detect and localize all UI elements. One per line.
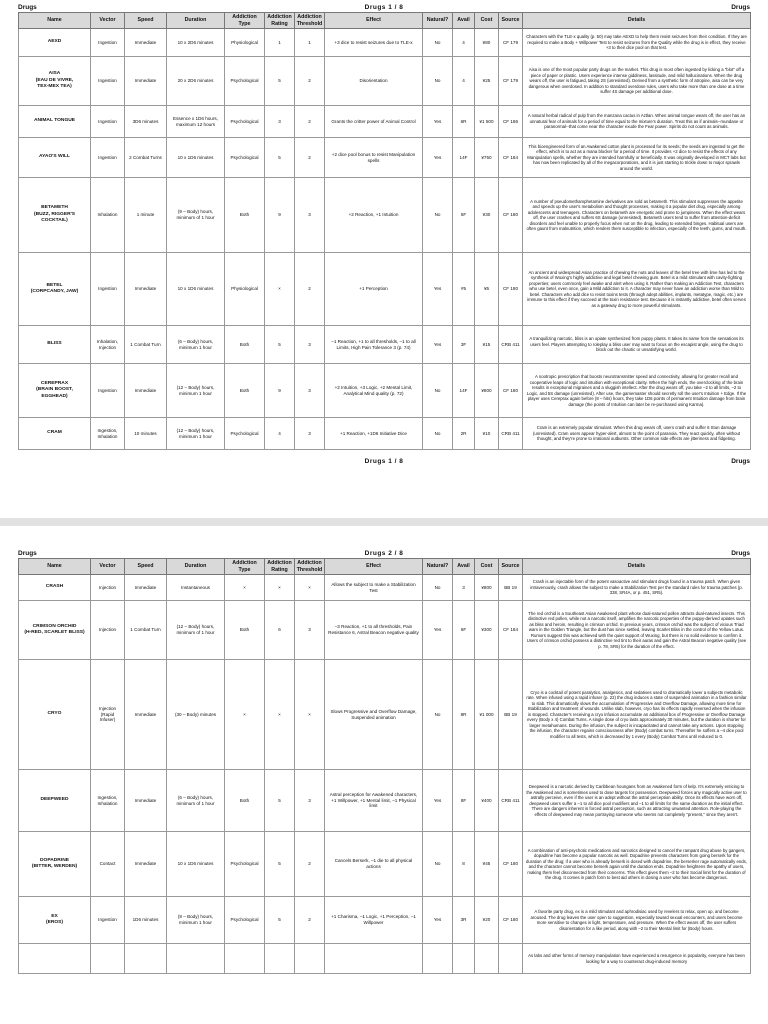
addiction-threshold-cell — [295, 944, 325, 974]
duration-cell: 10 x 2D6 minutes — [167, 29, 225, 57]
speed-cell: Immediate — [125, 364, 167, 418]
addiction-type-cell: Psychological — [225, 57, 265, 106]
name-cell: DEEPWEED — [19, 770, 91, 832]
table-row — [19, 944, 751, 974]
page-header — [0, 546, 768, 558]
addiction-type-cell: Both — [225, 178, 265, 253]
addiction-type-cell: Psychological — [225, 832, 265, 897]
addiction-rating-cell: 5 — [265, 326, 295, 364]
table-row — [19, 364, 751, 418]
avail-cell: 2R — [453, 418, 475, 450]
addiction-type-cell: Both — [225, 601, 265, 660]
avail-cell: 3R — [453, 897, 475, 944]
vector-cell: Inhalation — [91, 178, 125, 253]
natural-cell: Yes — [423, 326, 453, 364]
page-header — [0, 0, 768, 12]
addiction-type-cell: × — [225, 660, 265, 770]
speed-cell: 2 Combat Turns — [125, 138, 167, 178]
avail-cell: 8 — [453, 832, 475, 897]
page-separator — [0, 518, 768, 526]
speed-cell: 10 minutes — [125, 418, 167, 450]
column-header-addiction-rating: Addiction Rating — [265, 559, 295, 575]
addiction-rating-cell: 9 — [265, 364, 295, 418]
header-center: Drugs 1 / 8 — [364, 4, 404, 11]
addiction-rating-cell: 5 — [265, 57, 295, 106]
cost-cell: ¥800 — [475, 575, 499, 601]
vector-cell: Injection — [91, 575, 125, 601]
speed-cell: 1 Combat Turn — [125, 601, 167, 660]
addiction-threshold-cell: 2 — [295, 57, 325, 106]
header-right: Drugs — [731, 550, 750, 557]
duration-cell: Essence x 1D6 hours, maximum 12 hours — [167, 106, 225, 138]
source-cell: CF 180 — [499, 832, 523, 897]
effect-cell: +3 dice to resist seizures due to TLE-x — [325, 29, 423, 57]
vector-cell: Contact — [91, 832, 125, 897]
avail-cell: 4 — [453, 29, 475, 57]
addiction-threshold-cell: 2 — [295, 832, 325, 897]
duration-cell: 10 x 1D6 minutes — [167, 832, 225, 897]
source-cell: CF 180 — [499, 897, 523, 944]
duration-cell: 20 x 2D6 minutes — [167, 57, 225, 106]
duration-cell: (8 – Body) hours, minimum 1 hour — [167, 897, 225, 944]
source-cell: CF 180 — [499, 253, 523, 326]
addiction-rating-cell: 5 — [265, 897, 295, 944]
vector-cell: Ingestion — [91, 253, 125, 326]
addiction-rating-cell: × — [265, 253, 295, 326]
column-header-name: Name — [19, 559, 91, 575]
addiction-rating-cell: 5 — [265, 832, 295, 897]
natural-cell: Yes — [423, 138, 453, 178]
table-row — [19, 326, 751, 364]
duration-cell — [167, 944, 225, 974]
natural-cell: No — [423, 178, 453, 253]
column-header-name: Name — [19, 13, 91, 29]
details-cell: Deepweed is a narcotic derived by Caribbean houngans from an Awakened form of kelp. It's extremely enticing to the Awakened and is sometimes used to dose targets for possession. Deepweed forces any magically active user to astrally perceive, even if the user is an adept without the astral perception ability. Once its effects have worn off, deepweed users suffer a –1 to all dice pool modifiers and –1 to all limits for the same duration as the initial effect. There are dangers inherent in forced astral perception, such as attracting unwanted attention. Role-playing the effects of deepweed may mean portraying someone who seems not completely "present," since they aren't. — [523, 770, 751, 832]
source-cell: CF 184 — [499, 601, 523, 660]
table-row — [19, 57, 751, 106]
details-cell: Cryo is a cocktail of potent paralytics, analgesics, and sedatives used to dramatically lower a subjects metabolic rate. When infused using a rapid infuser (p. 22) the drug induces a state of suspended animation in a fashion similar to slab. This dramatically slows the accumulation of Progressive and Overflow Damage, allowing more time for Stabilization and treatment of wounds. Unlike slab, however, cryo has its effects rapidly reversed when the infusion is stopped. Character's receiving a cryo infusion accumulate an additional box of Progressive or Overflow Damage every (Body x 4) Combat Turns. A single dose of cryo lasts approximately 30 minutes, but the duration is shorter for larger metahumans. During the infusion, the subject is incapacitated and cannot take any actions. Upon stopping the infusion, the character regains consciousness after (Body) combat turns. Thereafter he suffers a –4 dice pool modifier to all tests, which is decreased by 1 every (Body) Combat Turns until reduced to 0. — [523, 660, 751, 770]
effect-cell: +2 Reaction, +1 Intuition — [325, 178, 423, 253]
source-cell: CF 184 — [499, 138, 523, 178]
details-cell: A nootropic prescription that boosts neurotransmitter speed and connectivity, allowing for greater recall and cooperative leaps of logic and intuition with exceptional clarity. When the high ends, the overclocking of the brain results in exceptional migraines and a sluggish intellect. After the drug wears off, you take –2 to all limits, –2 to Logic, and 5S damage (unresisted). After use, the gamemaster should secretly roll the user's Intuition + Edge. If the player uses Cereprax again before (8 – hits) hours, they take 1D6 points of permanent Intuition damage from brain damage (the points of Intuition can later be re-purchased using Karma). — [523, 364, 751, 418]
effect-cell: –1 Reaction, +1 to all thresholds, –1 to all Limits, High Pain Tolerance 3 (p. 74) — [325, 326, 423, 364]
name-cell: CRAM — [19, 418, 91, 450]
details-cell: Crash is an injectable form of the potent vasoactive and stimulant drugs found in a trauma patch. When given intravenously, crash allows the subject to make a Stabilization Test per the standard rules for trauma patches (p. 338, SR4A, or p. 451, SR5). — [523, 575, 751, 601]
document-page-2 — [0, 526, 768, 1024]
table-row — [19, 897, 751, 944]
duration-cell: (30 – Body) minutes — [167, 660, 225, 770]
details-cell: This bioengineered form of an Awakened cotton plant is processed for its seeds; the seeds are ingested to get the effect, which is to act as a mana blocker for a period of time. It provides +2 dice to resist the effects of any Manipulation spells, whether they are intended harmfully or beneficially. It was originally developed in MCT labs but has now been replicated by all of the megacorporations, and it is just starting to trickle down to major sprawls around the world. — [523, 138, 751, 178]
vector-cell: Ingestion — [91, 29, 125, 57]
column-header-effect: Effect — [325, 13, 423, 29]
addiction-rating-cell: 1 — [265, 29, 295, 57]
effect-cell: Cancels Berserk, –1 die to all physical actions — [325, 832, 423, 897]
natural-cell: No — [423, 29, 453, 57]
details-cell: An ancient and widespread Asian practice of chewing the nuts and leaves of the betel tree with lime has led to the synthesis of Wuxing's highly addictive and legal betel chewing gum. Betel is a mild stimulant with cavity-fighting properties; users commonly feel awake and alert when using it. Rather than making an Addiction Test, characters who use betel, even once, gain a Mild addiction to it. A character may never have an addiction worse than Mild to betel. Characters who add dice to resist toxins tests (through adept abilities, implants, metatype, magic, etc.) are immune to this effect if they succeed at the toxin resistance test. Because it is instantly addictive, betel often serves as a gateway drug to more powerful stimulants. — [523, 253, 751, 326]
name-cell: BLISS — [19, 326, 91, 364]
column-header-addiction-type: Addiction Type — [225, 13, 265, 29]
addiction-type-cell: Both — [225, 326, 265, 364]
cost-cell: ¥10 — [475, 418, 499, 450]
source-cell: CF 180 — [499, 178, 523, 253]
effect-cell: +2 dice pool bonus to resist Manipulation spells — [325, 138, 423, 178]
column-header-source: Source — [499, 559, 523, 575]
column-header-cost: Cost — [475, 13, 499, 29]
table-row — [19, 601, 751, 660]
addiction-threshold-cell: 2 — [295, 253, 325, 326]
name-cell: CEREPRAX (BRAIN BOOST, EGGHEAD) — [19, 364, 91, 418]
table-row — [19, 832, 751, 897]
avail-cell: 8F — [453, 770, 475, 832]
speed-cell: 1D6 minutes — [125, 897, 167, 944]
speed-cell: Immediate — [125, 832, 167, 897]
name-cell: AEXD — [19, 29, 91, 57]
duration-cell: (12 – Body) hours, minimum 1 hour — [167, 364, 225, 418]
column-header-avail: Avail — [453, 559, 475, 575]
name-cell: CRIMSON ORCHID (H-RED, SCARLET BLISS) — [19, 601, 91, 660]
addiction-type-cell: Both — [225, 770, 265, 832]
speed-cell: 1 Combat Turn — [125, 326, 167, 364]
speed-cell: Immediate — [125, 575, 167, 601]
source-cell: CF 179 — [499, 29, 523, 57]
cost-cell: ¥5 — [475, 253, 499, 326]
natural-cell: No — [423, 418, 453, 450]
cost-cell: ¥15 — [475, 326, 499, 364]
table-row — [19, 29, 751, 57]
footer-center: Drugs 1 / 8 — [364, 458, 404, 465]
vector-cell: Ingestion, Inhalation — [91, 418, 125, 450]
addiction-type-cell: × — [225, 575, 265, 601]
speed-cell: Immediate — [125, 770, 167, 832]
table-header-row — [19, 13, 751, 29]
table-row — [19, 575, 751, 601]
avail-cell: 6F — [453, 601, 475, 660]
source-cell: CF 179 — [499, 57, 523, 106]
cost-cell: ¥25 — [475, 57, 499, 106]
table-row — [19, 660, 751, 770]
details-cell: The red orchid is a Southeast Asian Awakened plant whose dual-natured pollen attracts dual-natured insects. This distinctive red pollen, while not a narcotic itself, amplifies the narcotic properties of the poppy-derived opiates such as bliss and heroin, resulting in crimson orchid. In previous years, crimson orchid was the subject of vicious Triad wars in the Golden Triangle, but the dust has since settled, leaving Scarlet Bliss in the control of the Yellow Lotus. Rumors suggest this was achieved with the quiet support of Wuxing, but there is no solid evidence to confirm it. Users of crimson orchid possess a distinctive red tint to their auras and gain the Astral Beacon negative quality (see p. 78, SR5) for the duration of the effect. — [523, 601, 751, 660]
details-cell: A number of pseudomethamphetamine derivatives are sold as betameth. This stimulant suppresses the appetite and speeds up the user's metabolism and thought processes, making it a popular diet drug, especially among adolescents and teenagers. Characters on betameth are energetic and prone to jumpiness. When the effect wears off, the user crashes and suffers 6S damage (unresisted). Betameth users tend to suffer from attention-deficit disorders and feel unable to properly focus when not on the drug, leading to extended binges. Habitual users are often gaunt from malnutrition, which renders them susceptible to infection, especially of the teeth, gums, and mouth. — [523, 178, 751, 253]
name-cell: AYAO'S WILL — [19, 138, 91, 178]
effect-cell: Astral perception for Awakened characters, +1 Willpower, +1 Mental limit, –1 Physical limit — [325, 770, 423, 832]
name-cell: CRASH — [19, 575, 91, 601]
duration-cell: (9 – Body) hours, minimum of 1 hour — [167, 178, 225, 253]
column-header-addiction-threshold: Addiction Threshold — [295, 559, 325, 575]
addiction-threshold-cell: 3 — [295, 364, 325, 418]
details-cell: A combination of anti-psychotic medications and narcotics designed to cancel the rampant drug abuse by gangers, dopadrine has become a popular narcotic as well. Dopadrine prevents characters from going berserk for the duration of the drug; if a user who is already berserk is dosed with dopadrine, the berserker rage automatically ends, and the character cannot become berserk again until the duration ends. Dopadrine heightens the apathy of users, making them feel disconnected from their concerns. This effect gives them –2 to their Social limit for the duration of the drug. It comes in patch form to best aid others in dosing a user who has become dangerous. — [523, 832, 751, 897]
name-cell: AISA (EAU DE VIVRE, TEX-MEX TEA) — [19, 57, 91, 106]
table-header-row — [19, 559, 751, 575]
vector-cell: Inhalation, Injection — [91, 326, 125, 364]
header-left: Drugs — [18, 550, 37, 557]
column-header-details: Details — [523, 559, 751, 575]
vector-cell — [91, 944, 125, 974]
speed-cell: Immediate — [125, 29, 167, 57]
natural-cell — [423, 944, 453, 974]
cost-cell: ¥20 — [475, 897, 499, 944]
addiction-threshold-cell: 3 — [295, 770, 325, 832]
duration-cell: (12 – Body) hours, minimum 1 hour — [167, 418, 225, 450]
source-cell: BB 19 — [499, 660, 523, 770]
avail-cell — [453, 944, 475, 974]
addiction-threshold-cell: × — [295, 575, 325, 601]
column-header-natural: Natural? — [423, 559, 453, 575]
effect-cell: +2 Intuition, +3 Logic, +2 Mental Limit, Analytical Mind quality (p. 72) — [325, 364, 423, 418]
cost-cell: ¥1 500 — [475, 106, 499, 138]
name-cell — [19, 944, 91, 974]
avail-cell: 5F — [453, 178, 475, 253]
natural-cell: Yes — [423, 601, 453, 660]
avail-cell: 3F — [453, 326, 475, 364]
source-cell — [499, 944, 523, 974]
source-cell: CRB 411 — [499, 770, 523, 832]
effect-cell: +1 Charisma, –1 Logic, +1 Perception, –1 Willpower — [325, 897, 423, 944]
details-cell: A natural herbal radical of pulp from the manzana cactus in Aztlan. When animal tongue wears off, the user has an unnatural fear of animals for a period of time equal to the mixture's duration. Treat this as if animals--mundane or paranormal--that come near the character exude the Fear power. Spirits do not count as animals. — [523, 106, 751, 138]
addiction-rating-cell — [265, 944, 295, 974]
addiction-threshold-cell: 1 — [295, 29, 325, 57]
footer-right: Drugs — [731, 458, 750, 465]
avail-cell: 14F — [453, 364, 475, 418]
natural-cell: No — [423, 575, 453, 601]
cost-cell: ¥750 — [475, 138, 499, 178]
cost-cell: ¥400 — [475, 770, 499, 832]
addiction-rating-cell: × — [265, 575, 295, 601]
duration-cell: (6 – Body) hours, minimum of 1 hour — [167, 770, 225, 832]
cost-cell: ¥800 — [475, 364, 499, 418]
natural-cell: Yes — [423, 106, 453, 138]
column-header-source: Source — [499, 13, 523, 29]
addiction-type-cell: Psychological — [225, 106, 265, 138]
addiction-type-cell — [225, 944, 265, 974]
details-cell: Cram is an extremely popular stimulant. When this drug wears off, users crash and suffer 6 Stun damage (unresisted). Cram users appear hyper-alert, almost to the point of paranoia. They react quickly, often without thought, and they're prone to irrational outbursts. Other common side effects are jitteriness and fidgeting. — [523, 418, 751, 450]
header-right: Drugs — [731, 4, 750, 11]
speed-cell: Immediate — [125, 253, 167, 326]
cost-cell: ¥1 000 — [475, 660, 499, 770]
vector-cell: Injection (Rapid Infuser) — [91, 660, 125, 770]
addiction-threshold-cell: 3 — [295, 178, 325, 253]
effect-cell: –3 Reaction, +1 to all thresholds, Pain Resistance 6, Astral Beacon negative quality — [325, 601, 423, 660]
addiction-rating-cell: × — [265, 660, 295, 770]
addiction-type-cell: Physiological — [225, 29, 265, 57]
name-cell: CRYO — [19, 660, 91, 770]
duration-cell: (6 – Body) hours, minimum 1 hour — [167, 326, 225, 364]
addiction-threshold-cell: 2 — [295, 897, 325, 944]
duration-cell: 10 x 1D6 minutes — [167, 138, 225, 178]
header-left: Drugs — [18, 4, 37, 11]
cost-cell: ¥45 — [475, 832, 499, 897]
name-cell: BETAMETH (BUZZ, RIGGER'S COCKTAIL) — [19, 178, 91, 253]
addiction-threshold-cell: × — [295, 660, 325, 770]
details-cell: Aisa is one of the most popular party drugs on the market. This drug is most often ingested by licking a "blot" off a piece of paper or plastic. Users experience intense giddiness, lassitude, and mild hallucinations. When the drug wears off, the user is fatigued, taking 2S (unresisted). Derived from a synthetic form of atropine, aisa can be very dangerous when overdosed. In addition to standard overdose rules, users who take more than one dose at a time suffer 4S damage per additional dose. — [523, 57, 751, 106]
avail-cell: #5 — [453, 253, 475, 326]
column-header-addiction-rating: Addiction Rating — [265, 13, 295, 29]
natural-cell: Yes — [423, 770, 453, 832]
column-header-addiction-type: Addiction Type — [225, 559, 265, 575]
addiction-threshold-cell: 3 — [295, 418, 325, 450]
speed-cell: 1 minute — [125, 178, 167, 253]
addiction-threshold-cell: 2 — [295, 106, 325, 138]
vector-cell: Ingestion, Inhalation — [91, 770, 125, 832]
effect-cell: Disorientation — [325, 57, 423, 106]
natural-cell: Yes — [423, 897, 453, 944]
details-cell: A tranquilizing narcotic, bliss is an opiate synthesized from poppy plants. It takes its name from the sensations its users feel. Players attempting to roleplay a bliss user may want to focus on the escapist angle, using the drug to block out the chaotic or unsatisfying world. — [523, 326, 751, 364]
addiction-threshold-cell: 2 — [295, 138, 325, 178]
avail-cell: 3 — [453, 575, 475, 601]
table-row — [19, 138, 751, 178]
name-cell: DOPADRINE (BITTER, WERDEN) — [19, 832, 91, 897]
details-cell: Characters with the TLE-x quality (p. 50) may take AEXD to help them resist seizures from their condition. If they are required to make a Body + Willpower Test to resist seizures from the Quality while the drug is in effect, they receive +3 to their dice pool on that test. — [523, 29, 751, 57]
effect-cell — [325, 944, 423, 974]
column-header-effect: Effect — [325, 559, 423, 575]
natural-cell: Yes — [423, 253, 453, 326]
table-row — [19, 770, 751, 832]
drugs-table — [18, 12, 751, 450]
table-row — [19, 253, 751, 326]
column-header-duration: Duration — [167, 559, 225, 575]
table-row — [19, 178, 751, 253]
source-cell: CRB 411 — [499, 418, 523, 450]
column-header-vector: Vector — [91, 559, 125, 575]
addiction-threshold-cell: 3 — [295, 326, 325, 364]
header-center: Drugs 2 / 8 — [364, 550, 404, 557]
addiction-type-cell: Psychological — [225, 418, 265, 450]
source-cell: CF 186 — [499, 106, 523, 138]
addiction-type-cell: Physiological — [225, 253, 265, 326]
addiction-type-cell: Psychological — [225, 897, 265, 944]
addiction-rating-cell: 6 — [265, 601, 295, 660]
column-header-avail: Avail — [453, 13, 475, 29]
column-header-details: Details — [523, 13, 751, 29]
avail-cell: 6R — [453, 106, 475, 138]
column-header-speed: Speed — [125, 13, 167, 29]
details-cell: As labs and other forms of memory manipulation have experienced a resurgence in popularity, everyone has been looking for a way to counteract drug-induced memory — [523, 944, 751, 974]
vector-cell: Ingestion — [91, 57, 125, 106]
avail-cell: 4 — [453, 57, 475, 106]
name-cell: BETEL (CORPCANDY, JAW) — [19, 253, 91, 326]
column-header-addiction-threshold: Addiction Threshold — [295, 13, 325, 29]
source-cell: CF 180 — [499, 364, 523, 418]
addiction-threshold-cell: 3 — [295, 601, 325, 660]
effect-cell: +1 Perception — [325, 253, 423, 326]
column-header-vector: Vector — [91, 13, 125, 29]
duration-cell: Instantaneous — [167, 575, 225, 601]
source-cell: BB 19 — [499, 575, 523, 601]
addiction-rating-cell: 9 — [265, 178, 295, 253]
cost-cell: ¥80 — [475, 29, 499, 57]
natural-cell: No — [423, 660, 453, 770]
speed-cell: Immediate — [125, 660, 167, 770]
cost-cell: ¥30 — [475, 178, 499, 253]
effect-cell: Allows the subject to make a Stabilization Test — [325, 575, 423, 601]
column-header-duration: Duration — [167, 13, 225, 29]
speed-cell: Immediate — [125, 57, 167, 106]
natural-cell: No — [423, 832, 453, 897]
column-header-natural: Natural? — [423, 13, 453, 29]
duration-cell: (12 – Body) hours, minimum of 1 hour — [167, 601, 225, 660]
natural-cell: No — [423, 364, 453, 418]
cost-cell — [475, 944, 499, 974]
column-header-cost: Cost — [475, 559, 499, 575]
vector-cell: Ingestion — [91, 897, 125, 944]
vector-cell: Ingestion — [91, 364, 125, 418]
vector-cell: Ingestion — [91, 138, 125, 178]
effect-cell: Grants the critter power of Animal Control — [325, 106, 423, 138]
name-cell: ANIMAL TONGUE — [19, 106, 91, 138]
addiction-rating-cell: 4 — [265, 418, 295, 450]
natural-cell: No — [423, 57, 453, 106]
avail-cell: 8R — [453, 660, 475, 770]
effect-cell: Slows Progressive and Overflow Damage, Suspended animation — [325, 660, 423, 770]
table-row — [19, 418, 751, 450]
vector-cell: Ingestion — [91, 106, 125, 138]
page-footer — [0, 456, 768, 468]
cost-cell: ¥300 — [475, 601, 499, 660]
source-cell: CRB 411 — [499, 326, 523, 364]
addiction-rating-cell: 5 — [265, 770, 295, 832]
addiction-type-cell: Both — [225, 364, 265, 418]
avail-cell: 14F — [453, 138, 475, 178]
speed-cell: 3D6 minutes — [125, 106, 167, 138]
details-cell: A favorite party drug, ex is a mild stimulant and aphrodisiac used by revelers to relax, open up, and become aroused. The drug leaves the user open to suggestion, especially toward sexual encounters, and users become more sensitive to changes in light, temperature, and pressure. When the effect wears off, the user suffers disorientation for a like period, along with –2 to their Mental limit for (Body) hours. — [523, 897, 751, 944]
duration-cell: 10 x 1D6 minutes — [167, 253, 225, 326]
addiction-type-cell: Psychological — [225, 138, 265, 178]
column-header-speed: Speed — [125, 559, 167, 575]
table-row — [19, 106, 751, 138]
effect-cell: +1 Reaction, +1D6 Initiative Dice — [325, 418, 423, 450]
name-cell: EX (EROS) — [19, 897, 91, 944]
addiction-rating-cell: 5 — [265, 138, 295, 178]
speed-cell — [125, 944, 167, 974]
drugs-table — [18, 558, 751, 974]
vector-cell: Injection — [91, 601, 125, 660]
addiction-rating-cell: 3 — [265, 106, 295, 138]
